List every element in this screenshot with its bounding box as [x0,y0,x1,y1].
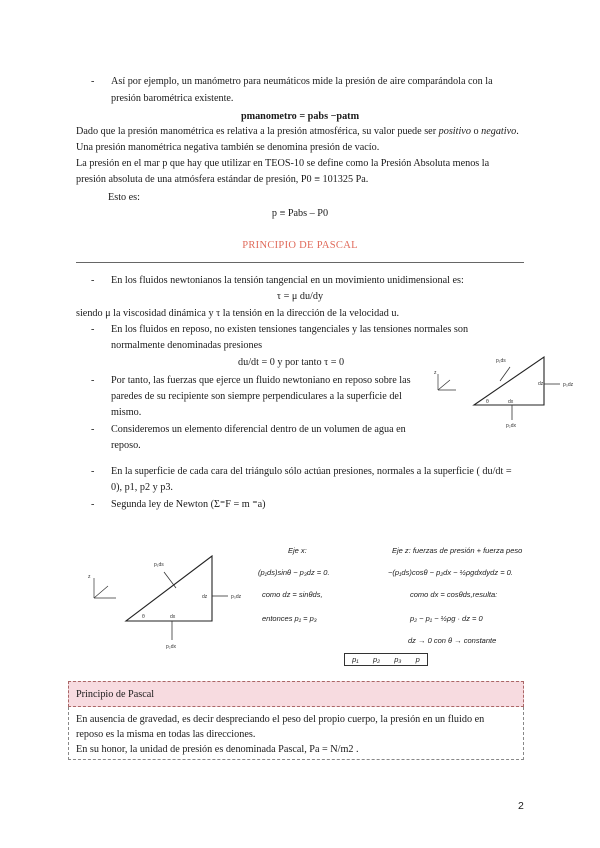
bullet-newton: - Segunda ley de Newton (Σ⁼F = m ⁼a) [111,497,266,513]
eq-z-title: Eje z: fuerzas de presión + fuerza peso [392,546,523,555]
formula-pmanometro: pmanometro = pabs −patm [240,111,360,122]
eq-x-1: (p₁ds)sinθ − p₃dz = 0. [258,568,330,577]
callout-line-3: En su honor, la unidad de presión es denominada Pascal, Pa = N/m2 . [76,744,359,755]
bullet-fuerzas-cont2: mismo. [111,407,142,418]
triangle-diagram-small [430,352,595,430]
formula-p-abs: p ≡ Pabs – P0 [271,208,329,219]
svg-text:p₂dx: p₂dx [166,644,177,650]
bullet-superficie-cont: 0), p1, p2 y p3. [111,482,173,493]
axes-icon-large [94,578,116,598]
eq-z-2: como dx = cosθds,resulta: [410,590,498,599]
triangle-shape [474,357,544,405]
bullet-fuerzas: - Por tanto, las fuerzas que ejerce un fluido newtoniano en reposo sobre las [111,373,411,389]
svg-text:p₂dx: p₂dx [506,423,517,429]
paragraph-teos-cont: presión absoluta de una atmósfera estándar de presión, P0 ≡ 101325 Pa. [76,174,369,185]
callout-body [68,707,524,760]
eq-x-3: entonces p₁ = p₃ [262,614,317,623]
page-number: 2 [518,800,524,812]
paragraph-esto-es: Esto es: [108,192,140,203]
eq-final-p1: p₁ [352,655,359,664]
eq-z-4: dz → 0 con θ → constante [408,636,497,645]
eq-x-title: Eje x: [288,546,307,555]
svg-text:dx: dx [508,399,514,405]
svg-text:p₁ds: p₁ds [154,562,164,568]
svg-text:θ: θ [486,399,489,405]
svg-text:θ: θ [142,614,145,620]
svg-text:p₃dz: p₃dz [563,382,574,388]
svg-text:p₁ds: p₁ds [496,358,506,364]
callout-line-1: En ausencia de gravedad, es decir despreciando el peso del propio cuerpo, la presión en un fluido en [76,714,485,725]
bullet-elemento-cont: reposo. [111,440,141,451]
eq-final-p3: p₃ [394,655,402,664]
bullet-reposo-cont: normalmente denominadas presiones [111,340,263,351]
bullet-newtonian: - En los fluidos newtonianos la tensión tangencial en un movimiento unidimensional es: [111,273,464,289]
eq-final-p: p [415,655,420,664]
arrow-p1-large [164,572,176,588]
svg-text:dx: dx [170,614,176,620]
callout-header [68,681,524,707]
paragraph-relative: Dado que la presión manométrica es relativa a la presión atmosférica, su valor puede ser positivo o negativo. [76,126,519,137]
callout-line-2: reposo es la misma en todas las direcciones. [76,729,256,740]
bullet-manometer: - Así por ejemplo, un manómetro para neumáticos mide la presión de aire comparándola con la [111,74,493,90]
bullet-manometer-cont: presión barométrica existente. [111,93,234,104]
formula-tau: τ = μ du/dy [276,291,324,302]
svg-text:z: z [88,574,91,580]
eq-z-1: −(p₁ds)cosθ − p₂dx − ½ρgdxdydz = 0. [388,568,513,577]
svg-text:z: z [434,370,437,376]
svg-text:dz: dz [202,594,208,600]
section-title: PRINCIPIO DE PASCAL [242,240,358,251]
triangle-shape-large [126,556,212,621]
section-divider [76,262,524,263]
eq-z-3: p₂ − p₁ − ½ρg · dz = 0 [410,614,483,623]
svg-text:p₃dz: p₃dz [231,594,242,600]
eq-final-box [344,653,428,666]
svg-text:dz: dz [538,381,544,387]
bullet-reposo: - En los fluidos en reposo, no existen tensiones tangenciales y las tensiones normales son [111,322,468,338]
bullet-fuerzas-cont: paredes de su recipiente son siempre perpendiculares a la superficie del [111,391,402,402]
paragraph-vacio: Una presión manométrica negativa también se denomina presión de vacío. [76,142,380,153]
eq-x-2: como dz = sinθds, [262,590,323,599]
triangle-diagram-large [86,548,266,653]
formula-dudt: du/dt = 0 y por tanto τ = 0 [238,357,345,368]
paragraph-viscosity: siendo μ la viscosidad dinámica y τ la tensión en la dirección de la velocidad u. [76,308,400,319]
axes-icon [438,374,456,390]
bullet-superficie: - En la superficie de cada cara del triángulo sólo actúan presiones, normales a la superficie ( du/dt = [111,464,512,480]
callout-title: Principio de Pascal [76,689,155,700]
arrow-p1 [500,367,510,381]
eq-final-p2: p₂ [372,655,380,664]
paragraph-teos: La presión en el mar p que hay que utilizar en TEOS-10 se define como la Presión Absoluta menos la [76,158,490,169]
bullet-elemento: - Consideremos un elemento diferencial dentro de un volumen de agua en [111,422,406,438]
